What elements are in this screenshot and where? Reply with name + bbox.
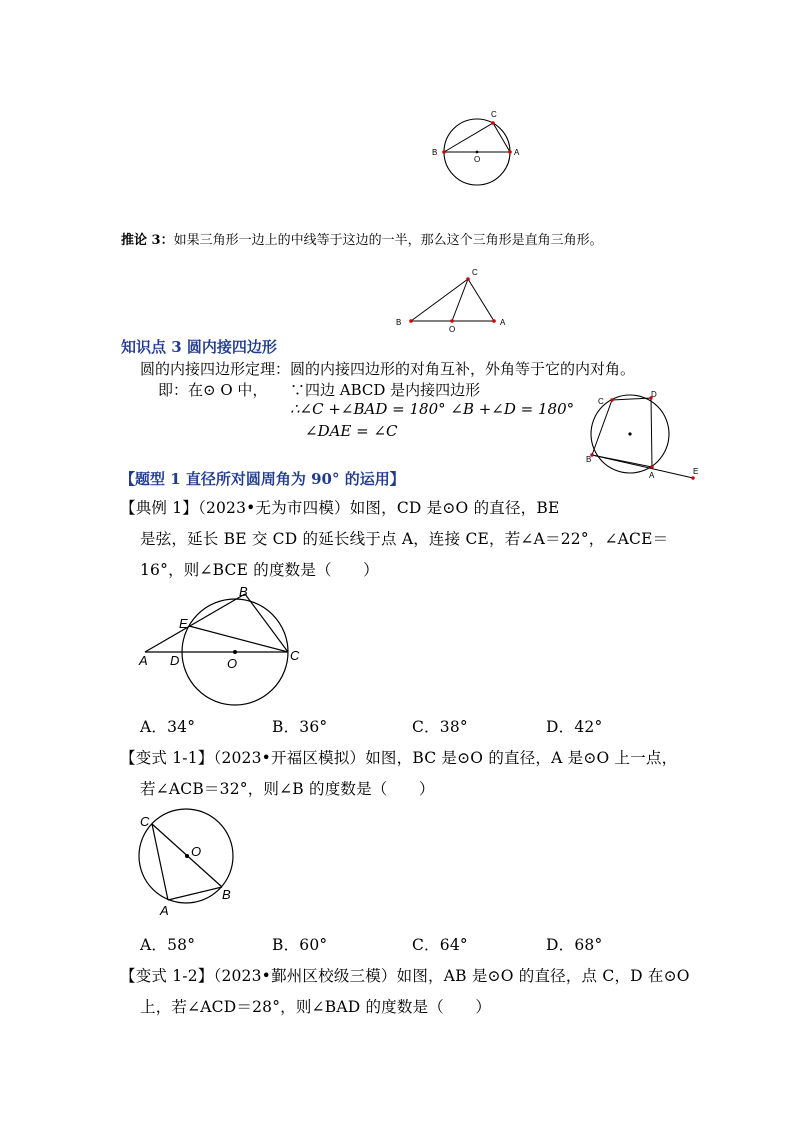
corollary-3-text: 如果三角形一边上的中线等于这边的一半，那么这个三角形是直角三角形。 <box>173 233 603 248</box>
figure-circle-diameter <box>425 105 535 190</box>
variant-1-1-option-b[interactable]: B．60° <box>272 936 328 954</box>
fig4-label-c: C <box>290 648 300 663</box>
fig3-point-c <box>610 398 613 401</box>
topic-1-heading: 【题型 1 直径所对圆周角为 90° 的运用】 <box>120 470 405 488</box>
fig1-point-b <box>442 150 446 154</box>
fig3-label-d: D <box>651 390 657 399</box>
knowledge-3-line1a: 即：在⊙ O 中， <box>158 381 268 399</box>
fig2-side-bc <box>411 279 468 321</box>
fig1-chord-ca <box>493 123 510 152</box>
fig2-point-c <box>466 277 470 281</box>
example-1-option-c[interactable]: C．38° <box>412 718 468 736</box>
fig3-center <box>628 432 631 435</box>
fig5-label-a: A <box>160 903 169 918</box>
variant-1-1-line2: 若∠ACB＝32°，则∠B 的度数是（ ） <box>140 780 435 798</box>
variant-1-1-line1: 【变式 1-1】（2023•开福区模拟）如图，BC 是⊙O 的直径，A 是⊙O 上一点， <box>120 749 678 767</box>
fig4-center <box>233 650 237 654</box>
knowledge-3-heading: 知识点 3 圆内接四边形 <box>121 338 277 356</box>
fig4-line-bc <box>245 594 288 652</box>
fig2-point-a <box>492 319 496 323</box>
example-1-option-d[interactable]: D．42° <box>546 718 603 736</box>
fig3-label-e: E <box>693 467 699 476</box>
fig2-label-b: B <box>396 318 402 327</box>
fig1-label-c: C <box>491 110 497 119</box>
variant-1-1-option-a[interactable]: A．58° <box>140 936 196 954</box>
knowledge-3-theorem: 圆的内接四边形定理：圆的内接四边形的对角互补，外角等于它的内对角。 <box>140 360 636 378</box>
fig5-chord-ca <box>152 824 168 900</box>
example-1-option-b[interactable]: B．36° <box>272 718 328 736</box>
fig1-point-a <box>508 150 512 154</box>
fig1-point-c <box>491 121 495 125</box>
figure-variant-1-1 <box>130 808 245 923</box>
example-1-option-a[interactable]: A．34° <box>140 718 196 736</box>
corollary-3-label: 推论 3： <box>121 233 174 248</box>
variant-1-2-line1: 【变式 1-2】（2023•鄞州区校级三模）如图，AB 是⊙O 的直径，点 C，D 在⊙O <box>120 967 690 985</box>
fig3-label-b: B <box>586 455 592 464</box>
fig4-line-ec <box>189 626 288 652</box>
example-1-line2: 是弦，延长 BE 交 CD 的延长线于点 A，连接 CE，若∠A＝22°，∠ACE＝ <box>140 530 669 548</box>
fig3-point-a <box>650 465 653 468</box>
fig1-label-b: B <box>432 148 438 157</box>
example-1-line3: 16°，则∠BCE 的度数是（ ） <box>140 561 379 579</box>
fig2-point-o <box>450 319 454 323</box>
corollary-3 <box>121 229 603 248</box>
fig1-label-a: A <box>514 148 520 157</box>
fig2-point-b <box>409 319 413 323</box>
fig2-side-ca <box>468 279 494 321</box>
variant-1-1-option-c[interactable]: C．64° <box>412 936 468 954</box>
fig4-label-e: E <box>179 616 188 631</box>
fig4-label-b: B <box>239 584 248 599</box>
fig5-label-o: O <box>191 844 202 859</box>
fig1-chord-bc <box>444 123 493 152</box>
knowledge-3-line2: ∴∠C +∠BAD = 180° ∠B +∠D = 180° <box>290 400 575 418</box>
variant-1-1-option-d[interactable]: D．68° <box>546 936 603 954</box>
fig4-label-o: O <box>227 656 238 671</box>
fig4-line-ab <box>145 594 245 652</box>
fig1-label-o: O <box>474 155 481 164</box>
figure-triangle-median <box>390 262 520 334</box>
knowledge-3-line3: ∠DAE = ∠C <box>305 422 398 440</box>
fig2-label-c: C <box>472 268 478 277</box>
fig1-point-o <box>476 151 479 154</box>
figure-example-1 <box>135 582 310 682</box>
variant-1-2-line2: 上，若∠ACD＝28°，则∠BAD 的度数是（ ） <box>140 998 492 1016</box>
fig4-label-d: D <box>170 653 180 668</box>
fig5-center <box>185 854 189 858</box>
fig2-label-a: A <box>500 318 506 327</box>
fig5-label-c: C <box>140 814 150 829</box>
fig3-label-c: C <box>598 397 604 406</box>
figure-cyclic-quadrilateral <box>583 388 708 483</box>
fig3-point-e <box>691 476 694 479</box>
fig5-label-b: B <box>222 887 231 902</box>
fig3-label-a: A <box>649 471 655 480</box>
knowledge-3-line1b: ∵四边 ABCD 是内接四边形 <box>290 381 481 399</box>
fig3-extension-ae <box>592 455 693 478</box>
fig4-label-a: A <box>139 653 148 668</box>
example-1-line1: 【典例 1】（2023•无为市四模）如图，CD 是⊙O 的直径，BE <box>120 499 560 517</box>
fig2-label-o: O <box>449 325 456 334</box>
